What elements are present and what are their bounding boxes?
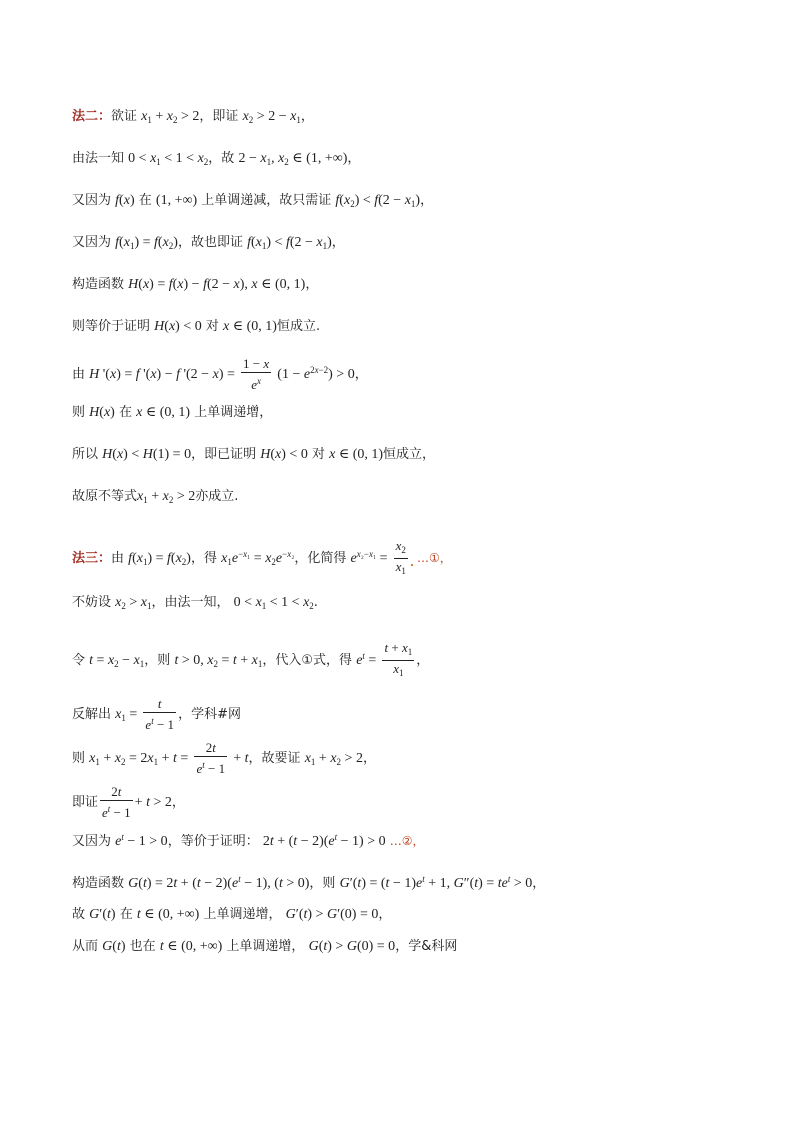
method2-line-10: 故原不等式$x_1 + x_2 > 2$亦成立. [72,489,239,505]
method3-line-3: 令 $t = x_2 - x_1$，则 t > 0, $x_2 = t + x_1$，代入①式，得 $e^t$ = $\frac{t + x_1}{x_1}$ ， [72,640,430,678]
method3-line-8: 构造函数 $G(t) = 2t + (t - 2)(e^t - 1)$, (t > 0)，则 $G'(t) = (t - 1)e^t + 1$, $G''(t) = te^t > 0$， [72,874,546,891]
method2-line-6: 则等价于证明 H(x) < 0 对 x ∈ (0, 1)恒成立. [72,319,321,334]
method2-line-7: 由 H '(x) = f '(x) − f '(2 − x) = $\frac{1 - x}{e^x}$ $(1 - e^{2x-2}) > 0$， [72,356,368,392]
method2-line-4: 又因为 $f(x_1) = f(x_2)$，故也即证 $f(x_1) < f(2 - x_1)$， [72,235,345,251]
method3-line-1: 法三：由 $f(x_1) = f(x_2)$，得 $x_1e^{-x_1} = x_2e^{-x_2}$，化简得 $e^{x_2-x_1}$ = $\frac{x_2}{x_1}$ …①， [72,538,452,576]
method2-line-8: 则 H(x) 在 x ∈ (0, 1) 上单调递增， [72,405,273,420]
method2-heading: 法二： [72,109,112,124]
method3-line-7: 又因为 $e^t - 1 > 0$，等价于证明： $2t + (t - 2)(e^t - 1) > 0$ …②， [72,832,425,849]
method2-line-2: 由法一知 $0 < x_1 < 1 < x_2$，故 $2 - x_1$, $x_2$ ∈ (1, +∞)， [72,151,361,167]
method2-line-9: 所以 H(x) < H(1) = 0，即已证明 H(x) < 0 对 x ∈ (0, 1)恒成立， [72,447,436,462]
method3-line-10: 从而 G(t) 也在 t ∈ (0, +∞) 上单调递增， G(t) > G(0) = 0，学&科网 [72,939,458,954]
method3-line-2: 不妨设 $x_2 > x_1$，由法一知， $0 < x_1 < 1 < x_2$. [72,595,318,611]
method2-line-5: 构造函数 H(x) = f(x) − f(2 − x), x ∈ (0, 1)， [72,277,319,292]
method3-line-5: 则 $x_1 + x_2 = 2x_1 + t$ = $\frac{2t}{e^t - 1}$ + t，故要证 $x_1 + x_2 > 2$， [72,740,376,776]
method3-heading: 法三： [72,551,112,566]
method2-line-3: 又因为 f(x) 在 (1, +∞) 上单调递减，故只需证 $f(x_2) < f(2 - x_1)$， [72,193,434,209]
method3-line-4: 反解出 $x_1$ = $\frac{t}{e^t - 1}$ ，学科#网 [72,696,241,732]
method3-line-6: 即证 $\frac{2t}{e^t - 1}$ + t > 2， [72,784,185,820]
method3-line-9: 故 G′(t) 在 t ∈ (0, +∞) 上单调递增， G′(t) > G′(0) = 0， [72,907,392,922]
method2-line-1: 法二：欲证 $x_1 + x_2 > 2$，即证 $x_2 > 2 - x_1$， [72,109,314,125]
